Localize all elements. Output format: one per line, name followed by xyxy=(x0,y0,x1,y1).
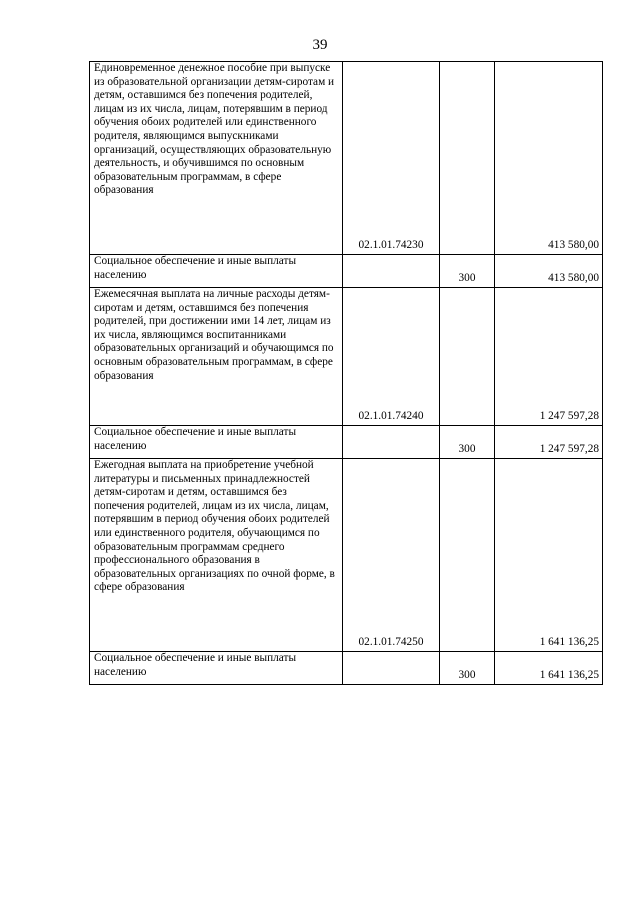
row-name: Ежемесячная выплата на личные расходы детям-сиротам и детям, оставшимся без попечения родителей, при достижении ими 14 лет, лицам из их числа, являющимся воспитанниками образовательных организаций и обучающимся по основным образовательным программам, в сфере образования xyxy=(94,288,334,382)
row-code xyxy=(343,255,440,288)
table-row xyxy=(90,426,603,459)
table-row xyxy=(90,62,603,255)
row-expense-type xyxy=(440,288,495,426)
row-name-cell xyxy=(90,652,343,685)
row-name-cell xyxy=(90,255,343,288)
row-name-cell xyxy=(90,288,343,426)
table-row xyxy=(90,255,603,288)
row-amount: 1 641 136,25 xyxy=(495,652,603,685)
row-code xyxy=(343,426,440,459)
row-amount: 1 641 136,25 xyxy=(495,459,603,652)
row-name: Социальное обеспечение и иные выплаты населению xyxy=(94,426,297,452)
row-name: Ежегодная выплата на приобретение учебной литературы и письменных принадлежностей детям-сиротам и детям, оставшимся без попечения родителей, лицам из их числа, лицам, потерявшим в период обучения обоих родителей или единственного родителя, обучающимся по образовательным программам среднего профессионального образования в образовательных организациях по очной форме, в сфере образования xyxy=(94,459,335,594)
table-row xyxy=(90,459,603,652)
row-amount: 413 580,00 xyxy=(495,62,603,255)
row-code: 02.1.01.74240 xyxy=(343,288,440,426)
row-expense-type xyxy=(440,62,495,255)
row-amount: 413 580,00 xyxy=(495,255,603,288)
row-name-cell xyxy=(90,62,343,255)
table-row xyxy=(90,288,603,426)
row-name: Социальное обеспечение и иные выплаты населению xyxy=(94,255,297,281)
table-row xyxy=(90,652,603,685)
row-amount: 1 247 597,28 xyxy=(495,426,603,459)
row-amount: 1 247 597,28 xyxy=(495,288,603,426)
row-expense-type: 300 xyxy=(440,255,495,288)
row-name-cell xyxy=(90,426,343,459)
row-expense-type xyxy=(440,459,495,652)
page-number: 39 xyxy=(312,37,328,53)
row-name-cell xyxy=(90,459,343,652)
row-code xyxy=(343,652,440,685)
row-name: Социальное обеспечение и иные выплаты населению xyxy=(94,652,297,678)
row-name: Единовременное денежное пособие при выпуске из образовательной организации детям-сиротам и детям, оставшимся без попечения родителей, лицам из их числа, лицам, потерявшим в период обучения обоих родителей или единственного родителя, являющимся выпускниками организаций, осуществляющих образовательную деятельность, и обучившимся по основным образовательным программам, в сфере образования xyxy=(94,62,335,197)
row-code: 02.1.01.74230 xyxy=(343,62,440,255)
row-code: 02.1.01.74250 xyxy=(343,459,440,652)
budget-table xyxy=(89,61,603,685)
row-expense-type: 300 xyxy=(440,652,495,685)
row-expense-type: 300 xyxy=(440,426,495,459)
